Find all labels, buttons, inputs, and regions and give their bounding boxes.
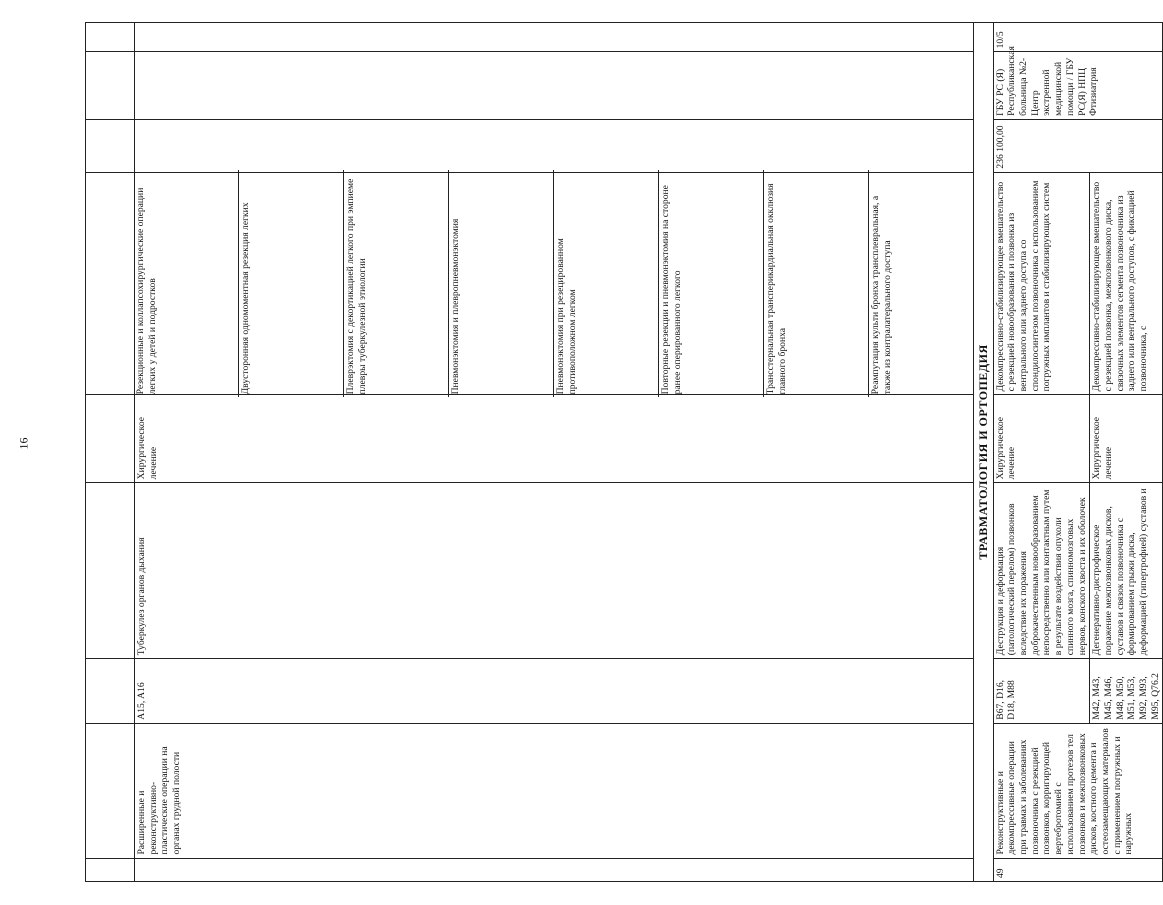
diagnosis: Деструкция и деформация (патологический перелом) позвонков вследствие их поражения доброкачественным новообразованием непосредственно или контактным путем в результате воздействия опухоли спинного мозга, спинномозговых нервов, конского хвоста и их оболочек <box>993 483 1090 659</box>
row-number <box>135 858 974 881</box>
rotated-table-sheet <box>85 22 1161 882</box>
method-item: Повторные резекции и пневмонэктомия на стороне ранее оперированного легкого <box>659 170 764 398</box>
table-row <box>993 23 1090 882</box>
procedure-group-name: Расширенные и реконструктивно-пластические операции на органах грудной полости <box>135 723 974 858</box>
section-title: ТРАВМАТОЛОГИЯ И ОРТОПЕДИЯ <box>974 23 994 882</box>
treatment-methods <box>135 172 974 395</box>
treatment-type: Хирургическое лечение <box>135 395 974 483</box>
icd-codes: B67, D16, D18, M88 <box>993 659 1090 723</box>
section-header-row <box>974 23 994 882</box>
method-item: Двусторонняя одномоментная резекция легких <box>239 170 344 398</box>
price: 236 100,00 <box>993 119 1163 172</box>
treatment-method <box>1090 172 1163 395</box>
diagnosis <box>1090 483 1163 659</box>
method-item: Пневмонэктомия при резецированном противоположном легком <box>554 170 659 398</box>
diagnosis: Туберкулез органов дыхания <box>135 483 974 659</box>
treatment-type: Хирургическое лечение <box>993 395 1090 483</box>
method-text: Декомпрессивно-стабилизирующее вмешательство с резекцией позвонка, межпозвонкового диска, связочных элементов сегмента позвоночника из заднего или вентрального доступов, с фиксацией позвоночника, с <box>1091 181 1150 392</box>
method-item: Реампутация культи бронха трансплевральная, а также из контралатерального доступа <box>869 170 974 398</box>
row-number: 49 <box>993 858 1163 881</box>
table-top-row <box>86 23 135 882</box>
table-row <box>135 23 974 882</box>
method-item: Плеврэктомия с декортикацией легкого при эмпиеме плевры туберкулезной этиологии <box>344 170 449 398</box>
treatment-method: Декомпрессивно-стабилизирующее вмешательство с резекцией новообразования и позвонка из вентрального или заднего доступа со спондилосинтезом позвоночника с использованием погружных имплантов и стабилизирующих систем <box>993 172 1090 395</box>
quota <box>135 23 974 52</box>
page-number: 16 <box>16 437 31 450</box>
price <box>135 119 974 172</box>
icd-codes: A15, A16 <box>135 659 974 723</box>
procedure-group-name: Реконструктивные и декомпрессивные операции при травмах и заболеваниях позвоночника с резекцией позвонков, корригирующей вертебротомией с использованием протезов тел позвонков и межпозвонковых дисков, костного цемента и остеозамещающих материалов с применением погружных и наружных <box>993 723 1163 858</box>
procedures-table <box>85 22 1163 882</box>
icd-codes: M42, M43, M45, M46, M48, M50, M51, M53, M92, M93, M95, Q76.2 <box>1090 659 1163 723</box>
method-item: Резекционные и коллапсохирургические операции легких у детей и подростков <box>134 170 239 398</box>
quota: 10/5 <box>993 23 1163 52</box>
treatment-type: Хирургическое лечение <box>1090 395 1163 483</box>
method-item: Пневмонэктомия и плевропневмонэктомия <box>449 170 554 398</box>
method-item: Трансстернальная трансперикардиальная окклюзия главного бронха <box>764 170 869 398</box>
organization: ГБУ РС (Я) Республиканская больница №2-Центр экстренной медицинской помощи / ГБУ РС(Я) НПЦ Фтизиатрия <box>993 52 1163 119</box>
organization <box>135 52 974 119</box>
diagnosis-text: Дегенеративно-дистрофическое поражение межпозвонковых дисков, суставов и связок позвоночника с формированием грыжи диска, деформацией (гипертрофией) суставов и <box>1091 488 1150 656</box>
